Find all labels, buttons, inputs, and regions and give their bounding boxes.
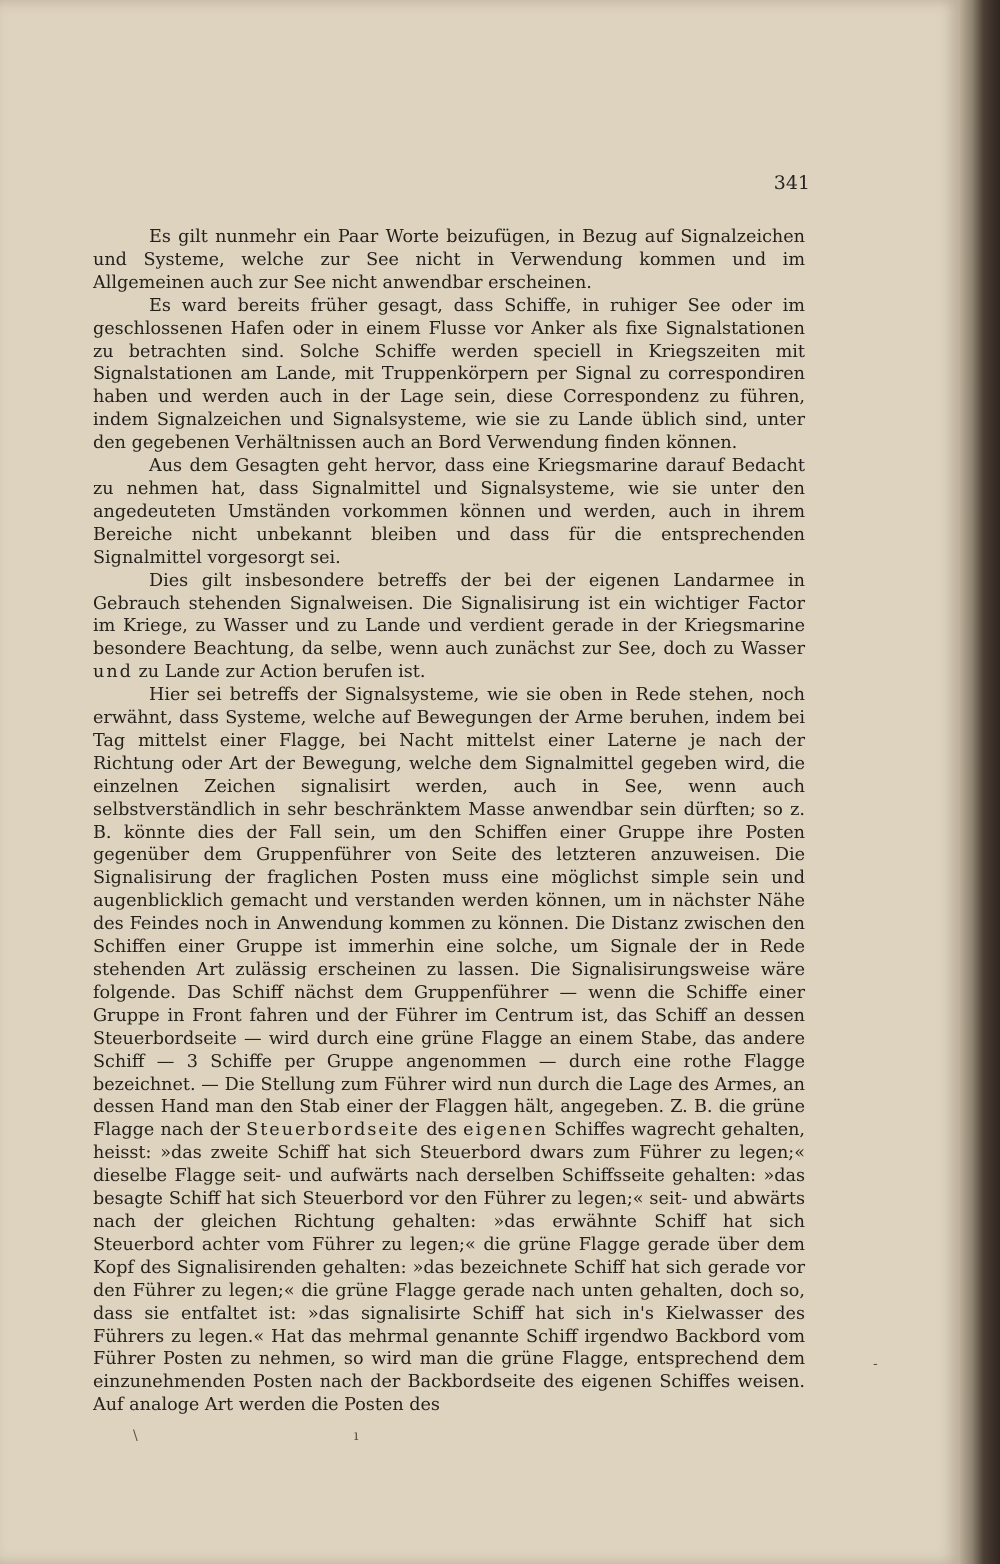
paragraph: [93, 684, 805, 1417]
stray-mark: \: [133, 1428, 138, 1444]
stray-mark: -: [873, 1356, 878, 1372]
stray-mark: ı: [354, 1428, 359, 1444]
text-run: Dies gilt insbesondere betreffs der bei der eigenen Landarmee in Gebrauch stehenden Signalweisen. Die Signalisirung ist ein wichtiger Factor im Kriege, zu Wasser und zu Lande und verdient gerade in der Kriegsmarine besondere Beachtung, da selbe, wenn auch zunächst zur See, doch zu Wasser: [93, 570, 805, 660]
body-text: [93, 226, 805, 1417]
text-run: Es gilt nunmehr ein Paar Worte beizufügen, in Bezug auf Signalzeichen und Systeme, welche zur See nicht in Verwendung kommen und im Allgemeinen auch zur See nicht anwendbar erscheinen.: [93, 227, 805, 293]
paragraph: [93, 570, 805, 685]
paragraph: [93, 295, 805, 455]
text-run: Aus dem Gesagten geht hervor, dass eine Kriegsmarine darauf Bedacht zu nehmen hat, dass Signalmittel und Signalsysteme, wie sie unter den angedeuteten Umständen vorkommen können und werden, auch in ihrem Bereiche nicht unbekannt bleiben und dass für die entsprechenden Signalmittel vorgesorgt sei.: [93, 456, 805, 568]
page-number: 341: [773, 172, 810, 194]
text-run: Schiffes wagrecht gehalten, heisst: »das zweite Schiff hat sich Steuerbord dwars zum Führer zu legen;« dieselbe Flagge seit- und aufwärts nach derselben Schiffsseite gehalten: »das besagte Schiff hat sich Steuerbord vor den Führer zu legen;« seit- und abwärts nach der gleichen Richtung gehalten: »das erwähnte Schiff hat sich Steuerbord achter vom Führer zu legen;« die grüne Flagge gerade über dem Kopf des Signalisirenden gehalten: »das bezeichnete Schiff hat sich gerade vor den Führer zu legen;« die grüne Flagge gerade nach unten gehalten, doch so, dass sie entfaltet ist: »das signalisirte Schiff hat sich in's Kielwasser des Führers zu legen.« Hat das mehrmal genannte Schiff irgendwo Backbord vom Führer Posten zu nehmen, so wird man die grüne Flagge, entsprechend dem einzunehmenden Posten nach der Backbordseite des eigenen Schiffes weisen. Auf analoge Art werden die Posten des: [93, 1120, 805, 1416]
paragraph: [93, 226, 805, 295]
spaced-text: und: [93, 662, 133, 683]
text-run: Es ward bereits früher gesagt, dass Schiffe, in ruhiger See oder im geschlossenen Hafen oder in einem Flusse vor Anker als fixe Signalstationen zu betrachten sind. Solche Schiffe werden speciell in Kriegszeiten mit Signalstationen am Lande, mit Truppenkörpern per Signal zu correspondiren haben und werden auch in der Lage sein, diese Correspondenz zu führen, indem Signalzeichen und Signalsysteme, wie sie zu Lande üblich sind, unter den gegebenen Verhältnissen auch an Bord Verwendung finden können.: [93, 295, 805, 454]
spaced-text: Steuerbordseite: [246, 1120, 420, 1141]
text-run: des: [419, 1120, 464, 1141]
text-run: Hier sei betreffs der Signalsysteme, wie sie oben in Rede stehen, noch erwähnt, dass Systeme, welche auf Bewegungen der Arme beruhen, indem bei Tag mittelst einer Flagge, bei Nacht mittelst einer Laterne je nach der Richtung oder Art der Bewegung, welche dem Signalmittel gegeben wird, die einzelnen Zeichen signalisirt werden, auch in See, wenn auch selbstverständlich in sehr beschränktem Masse anwendbar sein dürften; so z. B. könnte dies der Fall sein, um den Schiffen einer Gruppe ihre Posten gegenüber dem Gruppenführer von Seite des letzteren anzuweisen. Die Signalisirung der fraglichen Posten muss eine möglichst simple sein und augenblicklich gemacht und verstanden werden können, um in nächster Nähe des Feindes noch in Anwendung kommen zu können. Die Distanz zwischen den Schiffen einer Gruppe ist immerhin eine solche, um Signale der in Rede stehenden Art zulässig erscheinen zu lassen. Die Signalisirungsweise wäre folgende. Das Schiff nächst dem Gruppenführer — wenn die Schiffe einer Gruppe in Front fahren und der Führer im Centrum ist, das Schiff an dessen Steuerbordseite — wird durch eine grüne Flagge an einem Stabe, das andere Schiff — 3 Schiffe per Gruppe angenommen — durch eine rothe Flagge bezeichnet. — Die Stellung zum Führer wird nun durch die Lage des Armes, an dessen Hand man den Stab einer der Flaggen hält, angegeben. Z. B. die grüne Flagge nach der: [93, 685, 805, 1141]
book-spine: [960, 0, 1000, 1564]
text-run: zu Lande zur Action berufen ist.: [132, 662, 426, 683]
paragraph: [93, 455, 805, 570]
spaced-text: eigenen: [463, 1120, 548, 1141]
